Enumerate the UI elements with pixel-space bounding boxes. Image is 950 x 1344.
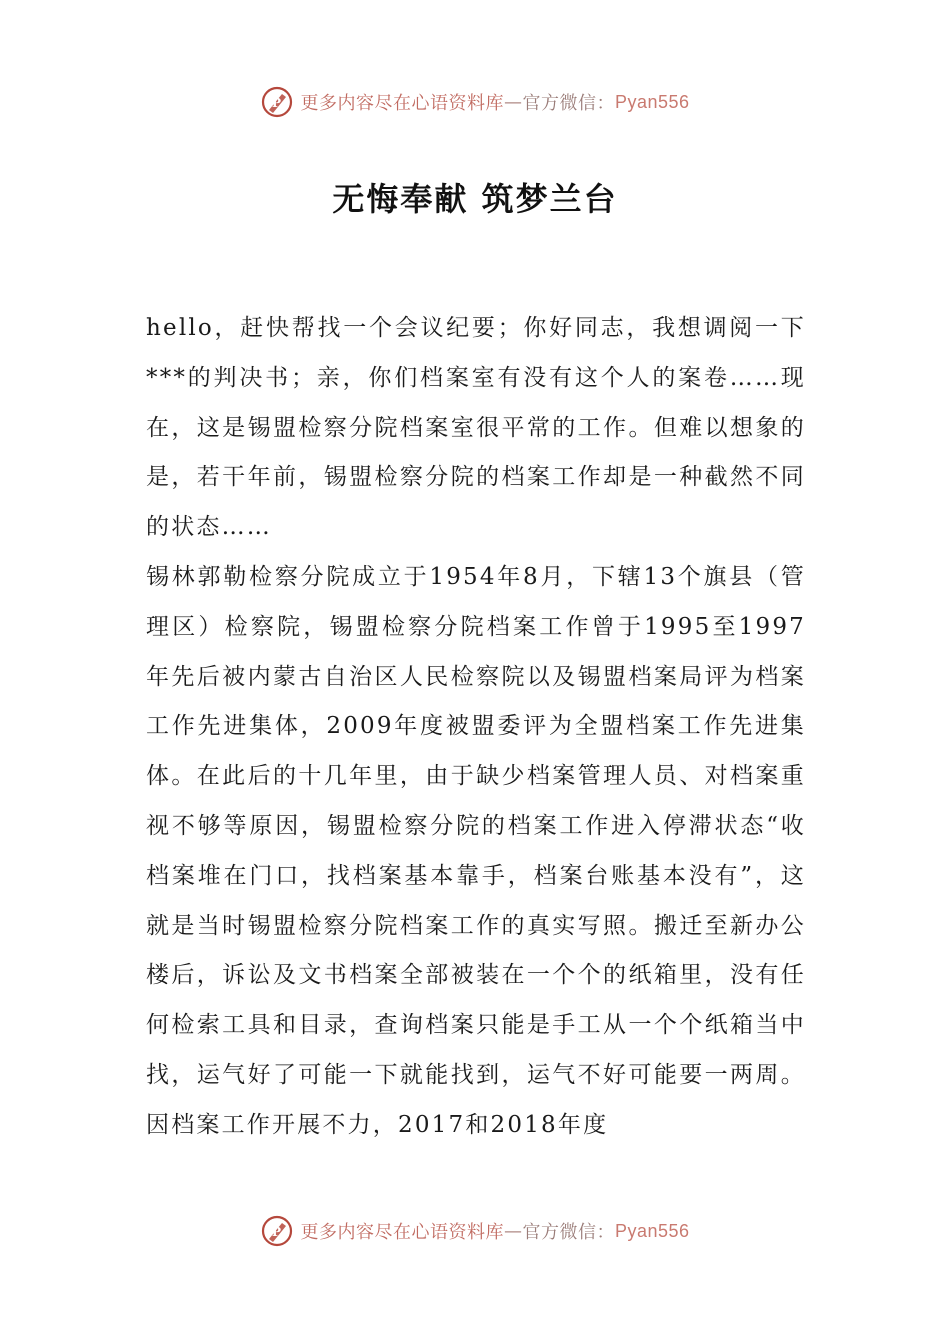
banner-wechat-label: 官方微信： [522,1222,615,1243]
banner-text: 更多内容尽在心语资料库 [300,1222,504,1243]
logo-letter: P [272,96,282,110]
paragraph-2: 锡林郭勒检察分院成立于1954年8月，下辖13个旗县（管理区）检察院，锡盟检察分院档案工作曾于1995至1997年先后被内蒙古自治区人民检察院以及锡盟档案局评为档案工作先进集体，2009年度被盟委评为全盟档案工作先进集体。在此后的十几年里，由于缺少档案管理人员、对档案重视不够等原因，锡盟检察分院的档案工作进入停滞状态“收档案堆在门口，找档案基本靠手，档案台账基本没有”，这就是当时锡盟检察分院档案工作的真实写照。搬迁至新办公楼后，诉讼及文书档案全部被装在一个个的纸箱里，没有任何检索工具和目录，查询档案只能是手工从一个个纸箱当中找，运气好了可能一下就能找到，运气不好可能要一两周。因档案工作开展不力，2017和2018年度 [146,563,806,1138]
banner-wechat-id: Pyan556 [614,1220,690,1241]
banner-text: 更多内容尽在心语资料库 [300,93,504,114]
pen-logo-icon [260,85,294,119]
banner-wechat-id: Pyan556 [614,91,690,112]
document-body [146,304,806,1151]
logo-letter: P [272,1225,282,1239]
header-watermark-banner [0,82,950,122]
footer-watermark-banner [0,1211,950,1251]
pen-logo-icon [260,1214,294,1248]
document-title: 无悔奉献 筑梦兰台 [332,180,618,218]
banner-wechat-label: 官方微信： [522,93,615,114]
paragraph-1: hello，赶快帮找一个会议纪要；你好同志，我想调阅一下***的判决书；亲，你们档案室有没有这个人的案卷……现在，这是锡盟检察分院档案室很平常的工作。但难以想象的是，若干年前，锡盟检察分院的档案工作却是一种截然不同的状态…… [146,315,806,541]
banner-separator: — [503,91,523,113]
banner-separator: — [503,1220,523,1242]
